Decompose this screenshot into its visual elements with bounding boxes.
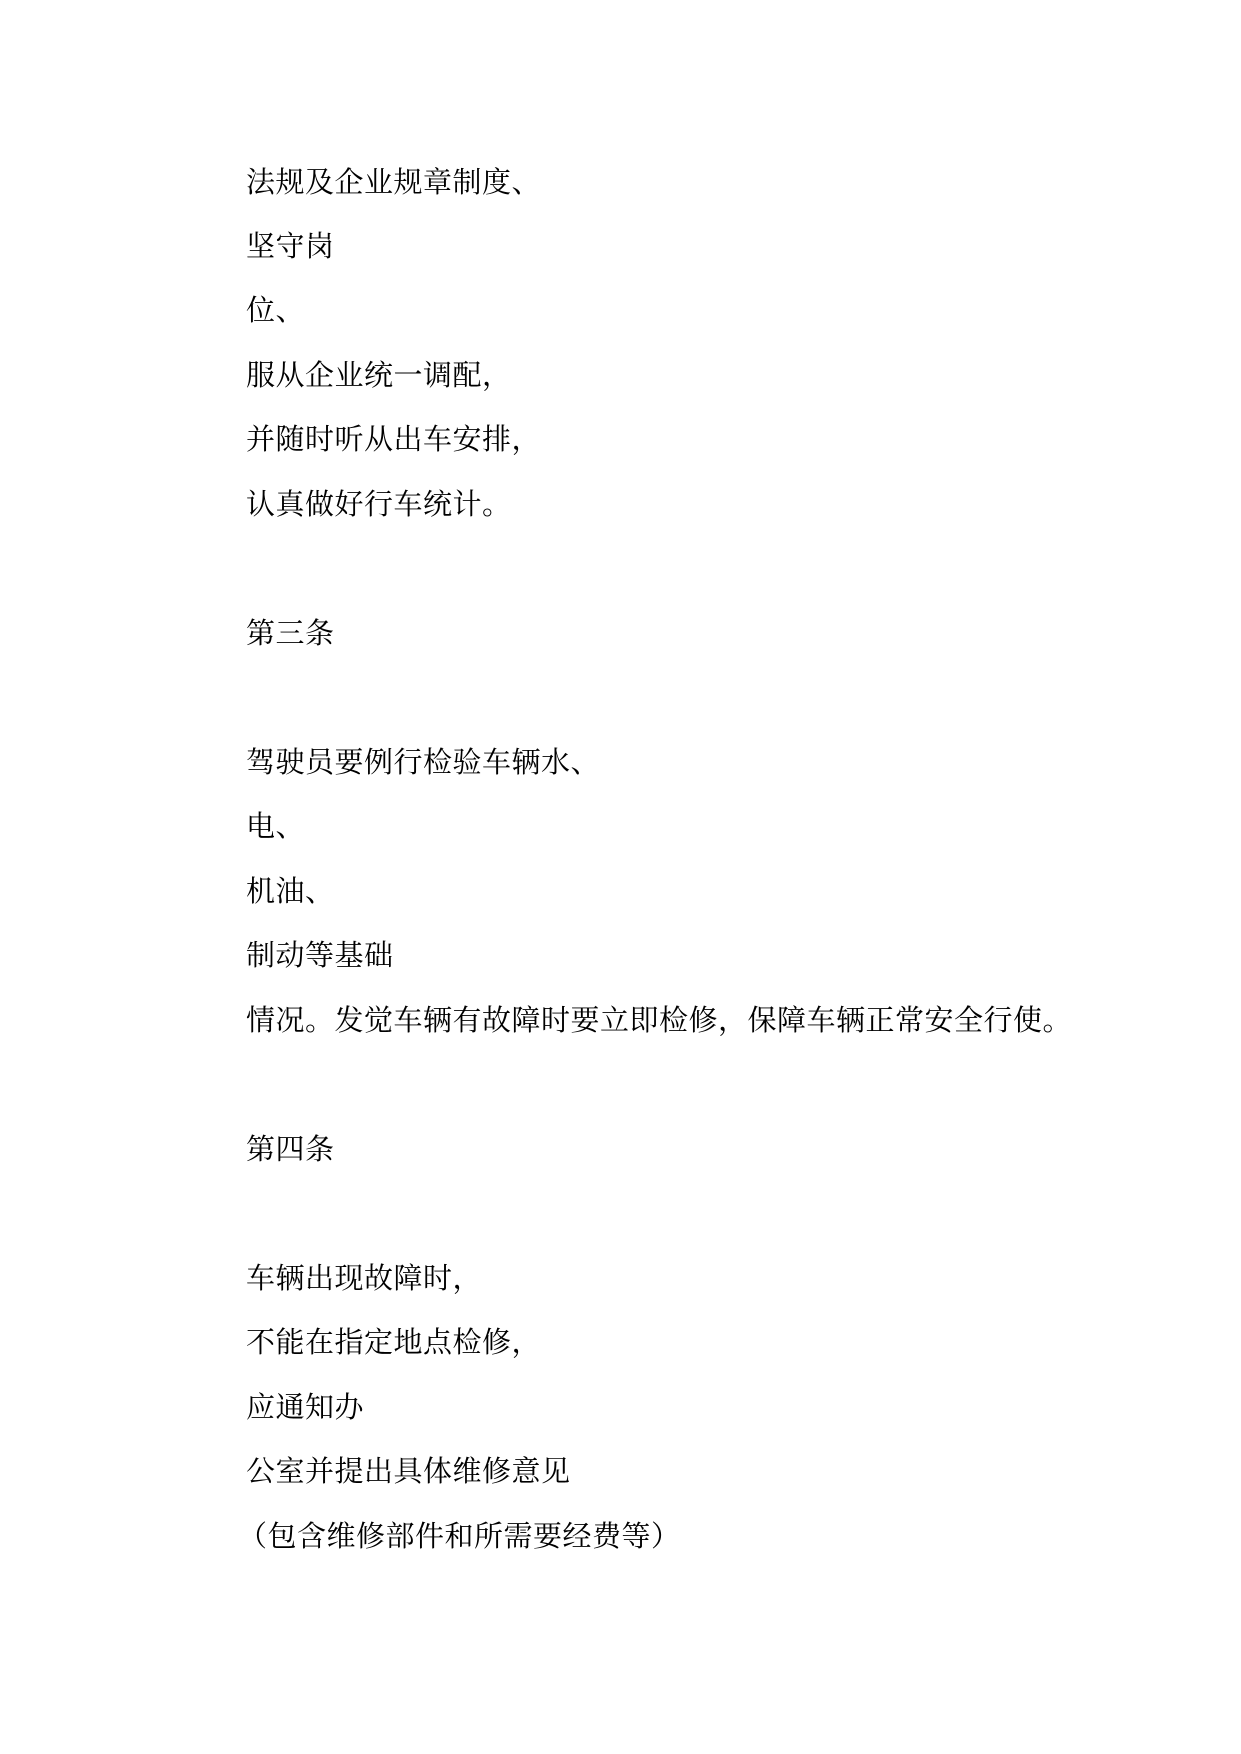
text-line: 坚守岗: [246, 229, 335, 263]
text-line: 应通知办: [246, 1390, 365, 1424]
text-line: 公室并提出具体维修意见: [246, 1454, 571, 1488]
text-line: 情况。发觉车辆有故障时要立即检修，保障车辆正常安全行使。: [246, 1003, 1073, 1037]
article-heading: 第三条: [246, 616, 335, 650]
text-line: 认真做好行车统计。: [246, 487, 512, 521]
text-line: 机油、: [246, 874, 335, 908]
article-heading: 第四条: [246, 1132, 335, 1166]
text-line: 法规及企业规章制度、: [246, 165, 542, 199]
text-line: 服从企业统一调配，: [246, 358, 512, 392]
text-line: 不能在指定地点检修，: [246, 1325, 542, 1359]
text-line: 制动等基础: [246, 938, 394, 972]
text-line: 位、: [246, 293, 306, 327]
text-line: （包含维修部件和所需要经费等）: [238, 1519, 681, 1553]
text-line: 电、: [246, 809, 306, 843]
text-line: 车辆出现故障时，: [246, 1261, 483, 1295]
text-line: 并随时听从出车安排，: [246, 422, 542, 456]
text-line: 驾驶员要例行检验车辆水、: [246, 745, 601, 779]
